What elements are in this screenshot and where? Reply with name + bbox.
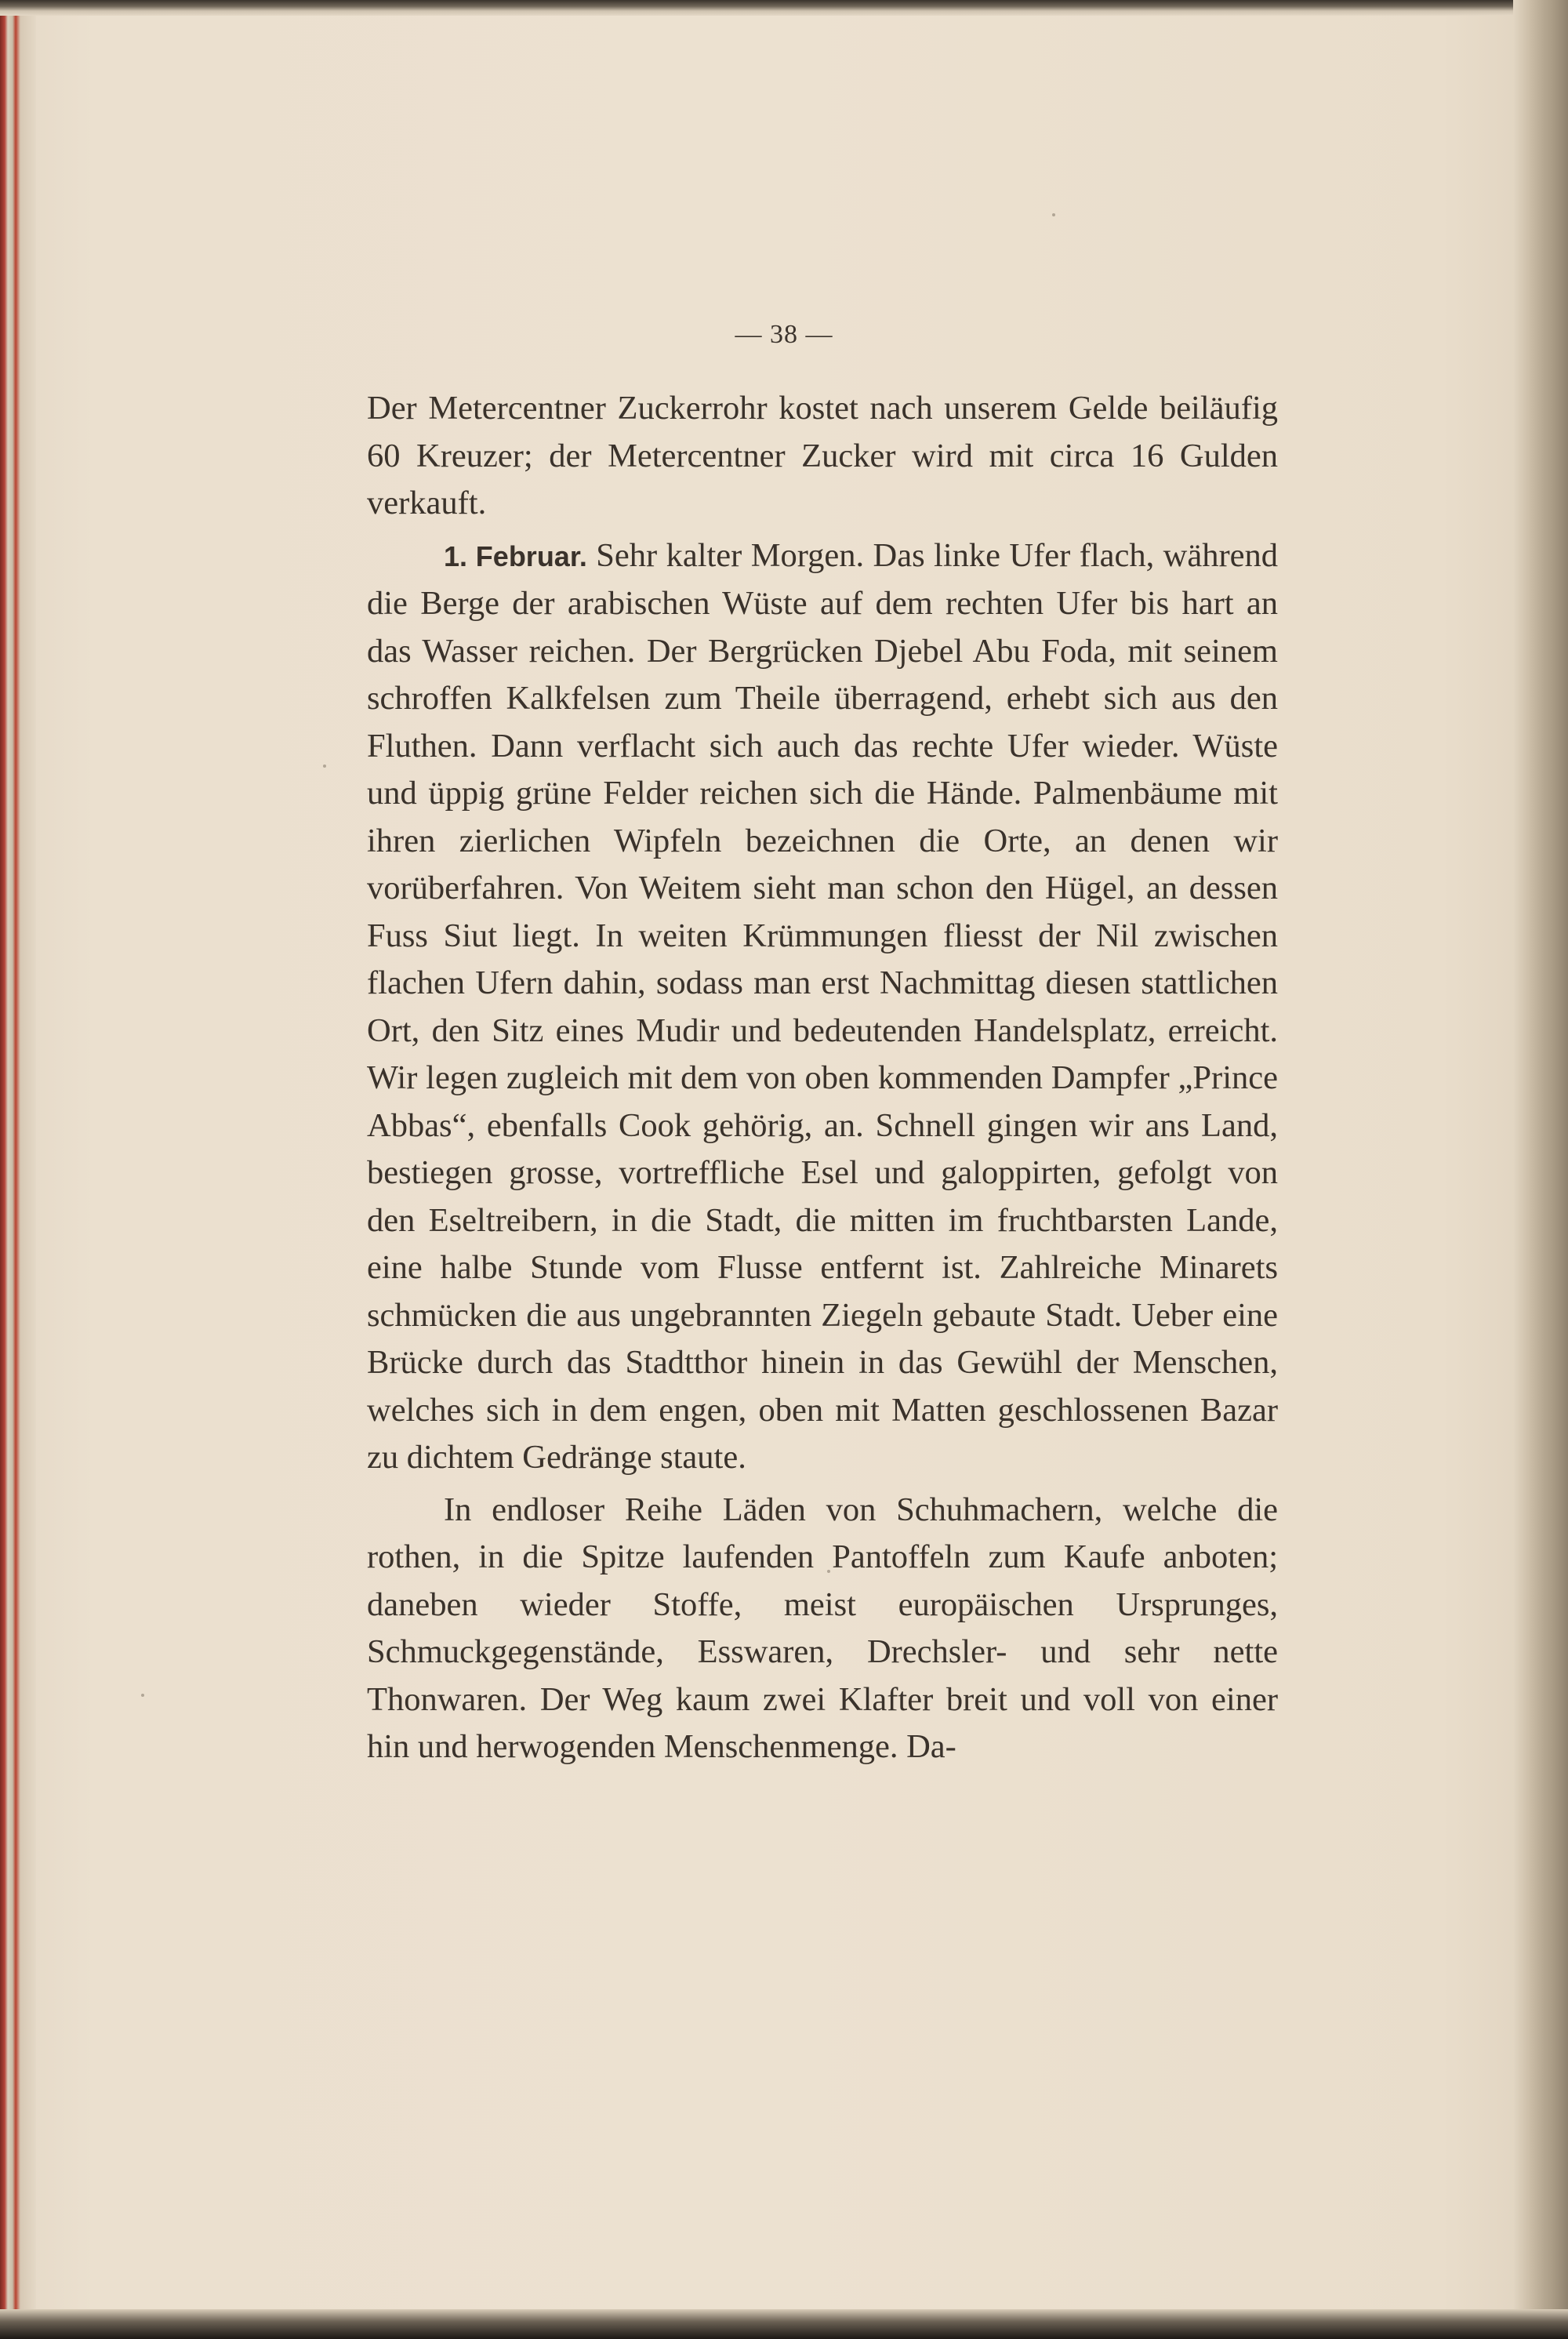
paragraph-3-text: In endloser Reihe Läden von Schuhmachern, welche die rothen, in die Spitze laufenden Pantoffeln zum Kaufe anboten; daneben wieder Stoffe, meist europäischen Ursprunges, Schmuckgegenstände, Esswaren, Drechsler- und sehr nette Thonwaren. Der Weg kaum zwei Klafter breit und voll von einer hin und herwogenden Menschenmenge. Da- bbox=[367, 1491, 1278, 1765]
paragraph-3 bbox=[367, 1487, 1278, 1771]
paragraph-2-text: Sehr kalter Morgen. Das linke Ufer flach, während die Berge der arabischen Wüste auf dem rechten Ufer bis hart an das Wasser reichen. Der Bergrücken Djebel Abu Foda, mit seinem schroffen Kalkfelsen zum Theile überragend, erhebt sich aus den Fluthen. Dann verflacht sich auch das rechte Ufer wieder. Wüste und üppig grüne Felder reichen sich die Hände. Palmenbäume mit ihren zierlichen Wipfeln bezeichnen die Orte, an denen wir vorüberfahren. Von Weitem sieht man schon den Hügel, an dessen Fuss Siut liegt. In weiten Krümmungen fliesst der Nil zwischen flachen Ufern dahin, sodass man erst Nachmittag diesen stattlichen Ort, den Sitz eines Mudir und bedeutenden Handelsplatz, erreicht. Wir legen zugleich mit dem von oben kommenden Dampfer „Prince Abbas“, ebenfalls Cook gehörig, an. Schnell gingen wir ans Land, bestiegen grosse, vortreffliche Esel und galoppirten, gefolgt von den Eseltreibern, in die Stadt, die mitten im fruchtbarsten Lande, eine halbe Stunde vom Flusse entfernt ist. Zahlreiche Minarets schmücken die aus ungebrannten Ziegeln gebaute Stadt. Ueber eine Brücke durch das Stadtthor hinein in das Gewühl der Menschen, welches sich in dem engen, oben mit Matten geschlossenen Bazar zu dichtem Gedränge staute. bbox=[367, 536, 1278, 1476]
paper-speck bbox=[1052, 213, 1055, 216]
binding-edge bbox=[0, 0, 36, 2339]
paragraph-1 bbox=[367, 385, 1278, 528]
bottom-page-edge bbox=[0, 2309, 1568, 2339]
page-number: — 38 — bbox=[735, 320, 833, 349]
paragraph-1-text: Der Metercentner Zuckerrohr kostet nach unserem Gelde beiläufig 60 Kreuzer; der Metercentner Zucker wird mit circa 16 Gulden verkauft. bbox=[367, 390, 1278, 521]
body-text bbox=[367, 385, 1278, 1771]
paragraph-2 bbox=[367, 532, 1278, 1482]
date-heading: 1. Februar. bbox=[444, 539, 587, 572]
paper-speck bbox=[141, 1694, 144, 1697]
top-page-edge bbox=[0, 0, 1568, 16]
right-page-edge bbox=[1513, 0, 1568, 2339]
paper-speck bbox=[323, 765, 326, 768]
